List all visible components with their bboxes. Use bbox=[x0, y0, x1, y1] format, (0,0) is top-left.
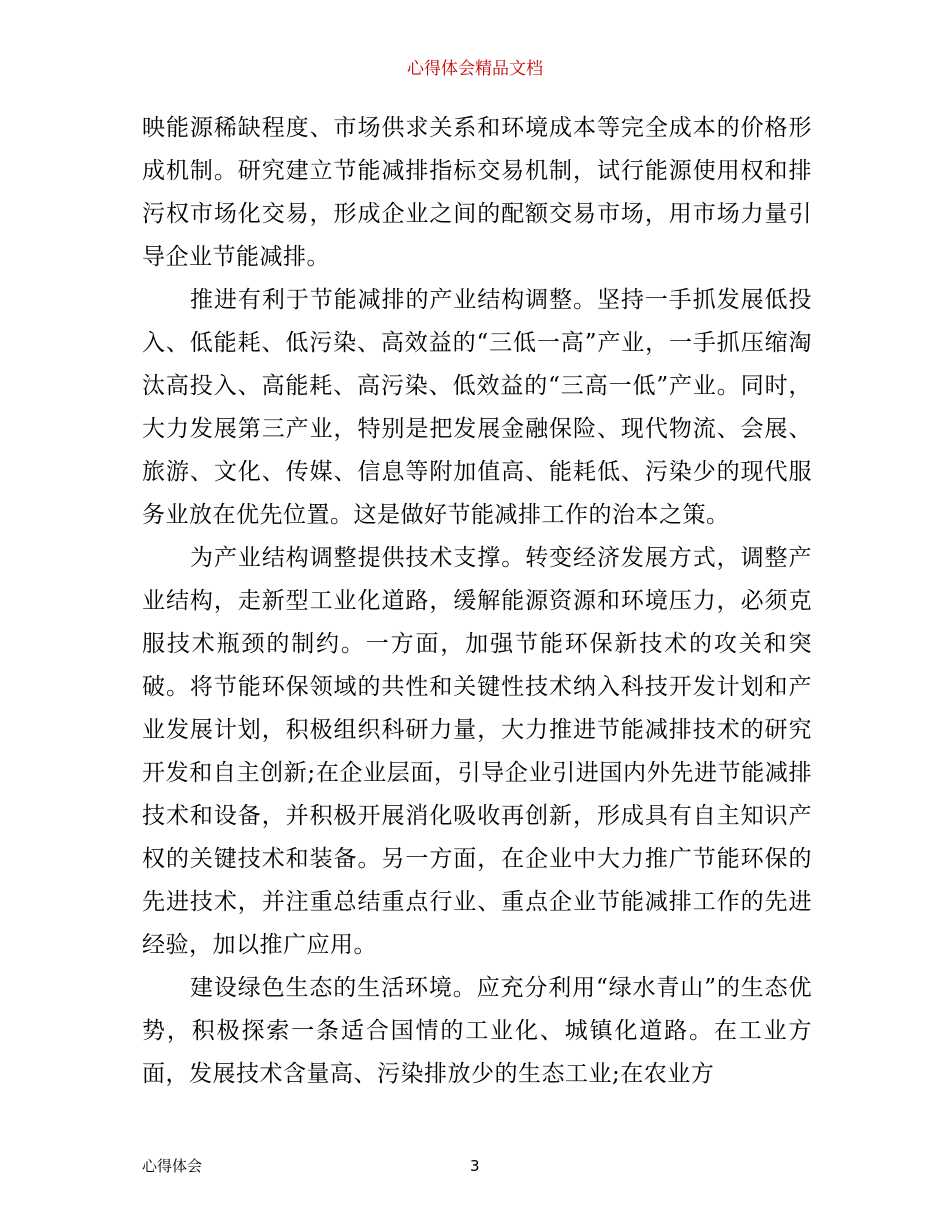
document-header: 心得体会精品文档 bbox=[407, 59, 543, 79]
paragraph-green-environment: 建设绿色生态的生活环境。应充分利用“绿水青山”的生态优势，积极探索一条适合国情的工业化、城镇化道路。在工业方面，发展技术含量高、污染排放少的生态工业;在农业方 bbox=[142, 975, 812, 1087]
page-number: 3 bbox=[470, 1157, 480, 1175]
paragraph-continuation: 映能源稀缺程度、市场供求关系和环境成本等完全成本的价格形成机制。研究建立节能减排指标交易机制，试行能源使用权和排污权市场化交易，形成企业之间的配额交易市场，用市场力量引导企业节能减排。 bbox=[142, 115, 812, 270]
footer-label: 心得体会 bbox=[142, 1157, 203, 1175]
paragraph-technical-support: 为产业结构调整提供技术支撑。转变经济发展方式，调整产业结构，走新型工业化道路，缓解能源资源和环境压力，必须克服技术瓶颈的制约。一方面，加强节能环保新技术的攻关和突破。将节能环保领域的共性和关键性技术纳入科技开发计划和产业发展计划，积极组织科研力量，大力推进节能减排技术的研究开发和自主创新;在企业层面，引导企业引进国内外先进节能减排技术和设备，并积极开展消化吸收再创新，形成具有自主知识产权的关键技术和装备。另一方面，在企业中大力推广节能环保的先进技术，并注重总结重点行业、重点企业节能减排工作的先进经验，加以推广应用。 bbox=[142, 545, 812, 958]
document-body bbox=[142, 107, 812, 1096]
paragraph-industrial-structure: 推进有利于节能减排的产业结构调整。坚持一手抓发展低投入、低能耗、低污染、高效益的“三低一高”产业，一手抓压缩淘汰高投入、高能耗、高污染、低效益的“三高一低”产业。同时，大力发展第三产业，特别是把发展金融保险、现代物流、会展、旅游、文化、传媒、信息等附加值高、能耗低、污染少的现代服务业放在优先位置。这是做好节能减排工作的治本之策。 bbox=[142, 287, 812, 528]
